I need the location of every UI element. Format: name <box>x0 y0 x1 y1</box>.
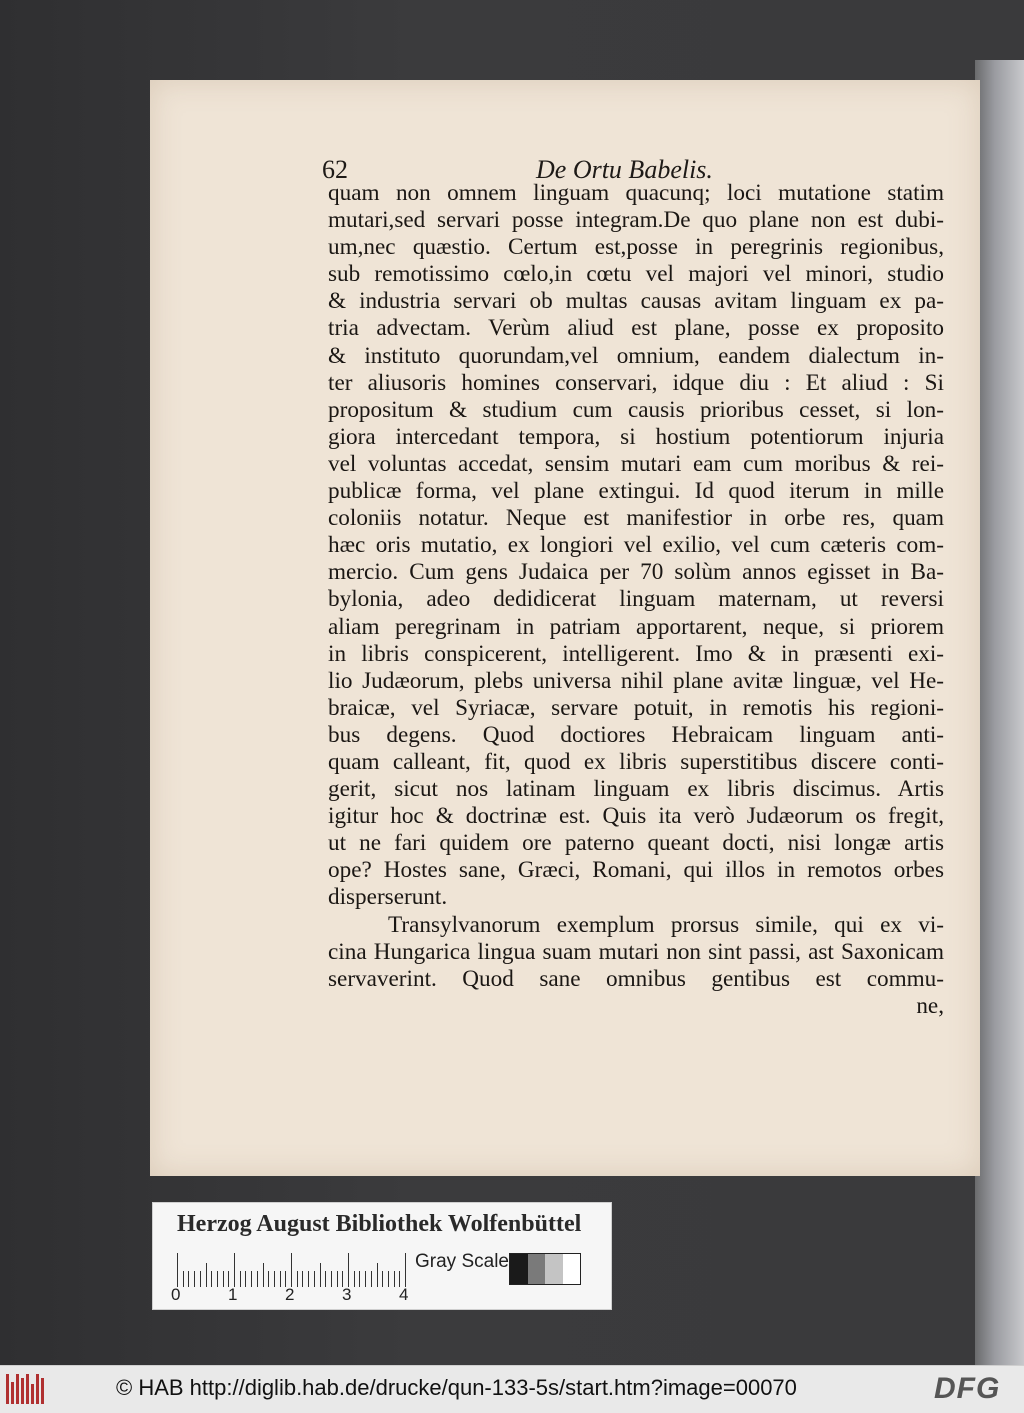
copyright-link[interactable]: © HAB http://diglib.hab.de/drucke/qun-133-5s/start.htm?image=00070 <box>116 1375 797 1400</box>
text-line: gerit, sicut nos latinam linguam ex libris discimus. Artis <box>328 776 944 803</box>
ruler-number: 1 <box>228 1285 238 1304</box>
text-line: tria advectam. Verùm aliud est plane, posse ex proposito <box>328 315 944 342</box>
text-line: bus degens. Quod doctiores Hebraicam linguam anti- <box>328 721 944 748</box>
ruler-number: 0 <box>171 1285 181 1304</box>
text-line: sub remotissimo cœlo,in cœtu vel majori vel minori, studio <box>328 261 944 288</box>
running-title: De Ortu Babelis. <box>536 155 713 184</box>
ruler-tick <box>291 1253 292 1287</box>
ruler-tick <box>320 1263 321 1287</box>
text-line: mercio. Cum gens Judaica per 70 solùm annos egisset in Ba- <box>328 559 944 586</box>
ruler <box>177 1251 407 1287</box>
ruler-number: 4 <box>399 1285 409 1304</box>
text-line: publicæ forma, vel plane extingui. Id quod iterum in mille <box>328 478 944 505</box>
text-line: vel voluntas accedat, sensim mutari eam cum moribus & rei- <box>328 450 944 477</box>
page-number: 62 <box>322 155 348 184</box>
footer-bar <box>0 1365 1024 1413</box>
gray-scale-label: Gray Scale <box>415 1251 509 1272</box>
text-line: quam non omnem linguam quacunq; loci mutatione statim <box>328 180 944 206</box>
text-line: ne, <box>916 992 944 1019</box>
text-line: giora intercedant tempora, si hostium potentiorum injuria <box>328 423 944 450</box>
text-line: igitur hoc & doctrinæ est. Quis ita verò Judæorum os fregit, <box>328 803 944 830</box>
text-line: Transylvanorum exemplum prorsus simile, qui ex vi- <box>388 911 944 938</box>
text-line: um,nec quæstio. Certum est,posse in peregrinis regionibus, <box>328 234 944 261</box>
text-line: mutari,sed servari posse integram.De quo plane non est dubi- <box>328 207 944 234</box>
hab-logo-icon <box>6 1374 48 1404</box>
ruler-numbers <box>171 1285 411 1307</box>
scanner-edge <box>975 60 1024 1365</box>
gray-swatch <box>510 1254 528 1284</box>
text-line: bylonia, adeo dedidicerat linguam maternam, ut reversi <box>328 586 944 613</box>
color-target <box>152 1202 612 1310</box>
library-name: Herzog August Bibliothek Wolfenbüttel <box>177 1211 582 1237</box>
text-line: servaverint. Quod sane omnibus gentibus est commu- <box>328 965 944 992</box>
ruler-tick <box>234 1253 235 1287</box>
text-line: ope? Hostes sane, Græci, Romani, qui illos in remotos orbes <box>328 857 944 884</box>
ruler-number: 2 <box>285 1285 295 1304</box>
text-line: propositum & studium cum causis prioribus cesset, si lon- <box>328 396 944 423</box>
text-line: in libris conspicerent, intelligerent. Imo & in præsenti exi- <box>328 640 944 667</box>
text-line: & instituto quorundam,vel omnium, eandem dialectum in- <box>328 342 944 369</box>
ruler-tick <box>263 1263 264 1287</box>
text-line: braicæ, vel Syriacæ, servare potuit, in remotis his regioni- <box>328 694 944 721</box>
text-line: & industria servari ob multas causas avitam linguam ex pa- <box>328 288 944 315</box>
gray-swatch <box>563 1254 581 1284</box>
ruler-tick <box>177 1253 178 1287</box>
text-line: ter aliusoris homines conservari, idque diu : Et aliud : Si <box>328 369 944 396</box>
page-body <box>328 180 944 1020</box>
ruler-tick <box>348 1253 349 1287</box>
ruler-tick <box>377 1263 378 1287</box>
gray-swatch <box>528 1254 546 1284</box>
text-line: lio Judæorum, plebs universa nihil plane avitæ linguæ, vel He- <box>328 667 944 694</box>
text-line: coloniis notatur. Neque est manifestior in orbe res, quam <box>328 505 944 532</box>
text-line: disperserunt. <box>328 884 448 911</box>
gray-scale-bar <box>509 1253 581 1285</box>
text-line: cina Hungarica lingua suam mutari non sint passi, ast Saxonicam <box>328 938 944 965</box>
text-line: ut ne fari quidem ore paterno queant docti, nisi longæ artis <box>328 830 944 857</box>
text-line: aliam peregrinam in patriam apportarent, neque, si priorem <box>328 613 944 640</box>
ruler-number: 3 <box>342 1285 352 1304</box>
text-line: hæc oris mutatio, ex longiori vel exilio, vel cum cæteris com- <box>328 532 944 559</box>
dfg-logo: DFG <box>934 1372 1001 1405</box>
gray-swatch <box>545 1254 563 1284</box>
text-line: quam calleant, fit, quod ex libris superstitibus discere conti- <box>328 748 944 775</box>
ruler-tick <box>206 1263 207 1287</box>
ruler-tick <box>405 1253 406 1287</box>
